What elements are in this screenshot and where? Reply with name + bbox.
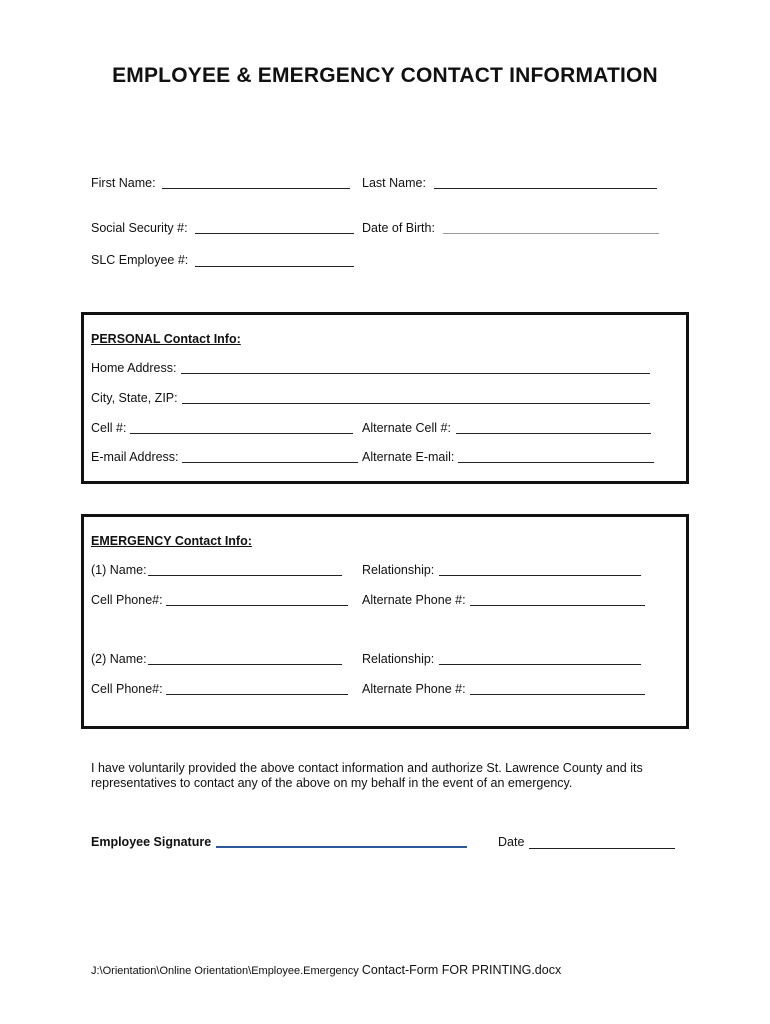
personal-heading: PERSONAL Contact Info: bbox=[91, 332, 241, 346]
contact1-name-label: (1) Name: bbox=[91, 563, 147, 577]
cell-label: Cell #: bbox=[91, 421, 127, 435]
first-name-label: First Name: bbox=[91, 176, 156, 190]
authorization-text: I have voluntarily provided the above contact information and authorize St. Lawrence County and its representatives to contact any of the above on my behalf in the event of an emergency. bbox=[91, 761, 643, 790]
contact1-relationship-label: Relationship: bbox=[362, 563, 435, 577]
date-label: Date bbox=[498, 835, 525, 849]
file-path-dir: J:\Orientation\Online Orientation\Employee.Emergency bbox=[91, 965, 359, 977]
alt-cell-label: Alternate Cell #: bbox=[362, 421, 451, 435]
signature-label: Employee Signature bbox=[91, 835, 212, 849]
home-address-label: Home Address: bbox=[91, 361, 177, 375]
last-name-label: Last Name: bbox=[362, 176, 426, 190]
employee-number-field[interactable] bbox=[195, 266, 354, 267]
contact1-alt-phone-label: Alternate Phone #: bbox=[362, 593, 466, 607]
contact2-name-label: (2) Name: bbox=[91, 652, 147, 666]
contact1-relationship-field[interactable] bbox=[439, 575, 641, 576]
dob-label: Date of Birth: bbox=[362, 221, 435, 235]
page-title: EMPLOYEE & EMERGENCY CONTACT INFORMATION bbox=[112, 64, 658, 87]
contact1-name-field[interactable] bbox=[148, 575, 342, 576]
contact2-alt-phone-field[interactable] bbox=[470, 694, 645, 695]
contact2-alt-phone-label: Alternate Phone #: bbox=[362, 682, 466, 696]
contact1-alt-phone-field[interactable] bbox=[470, 605, 645, 606]
ssn-field[interactable] bbox=[195, 233, 354, 234]
date-field[interactable] bbox=[529, 848, 675, 849]
signature-field[interactable] bbox=[216, 846, 467, 848]
contact2-name-field[interactable] bbox=[148, 664, 342, 665]
emergency-heading: EMERGENCY Contact Info: bbox=[91, 534, 252, 548]
employee-number-label: SLC Employee #: bbox=[91, 253, 189, 267]
alt-email-label: Alternate E-mail: bbox=[362, 450, 455, 464]
cell-field[interactable] bbox=[130, 433, 353, 434]
contact2-relationship-label: Relationship: bbox=[362, 652, 435, 666]
contact2-cell-label: Cell Phone#: bbox=[91, 682, 163, 696]
contact2-relationship-field[interactable] bbox=[439, 664, 641, 665]
contact2-cell-field[interactable] bbox=[166, 694, 348, 695]
file-path-name: Contact-Form FOR PRINTING.docx bbox=[361, 963, 562, 977]
ssn-label: Social Security #: bbox=[91, 221, 188, 235]
last-name-field[interactable] bbox=[434, 188, 657, 189]
email-field[interactable] bbox=[182, 462, 358, 463]
dob-field[interactable] bbox=[443, 233, 659, 234]
alt-cell-field[interactable] bbox=[456, 433, 651, 434]
contact1-cell-field[interactable] bbox=[166, 605, 348, 606]
first-name-field[interactable] bbox=[162, 188, 350, 189]
alt-email-field[interactable] bbox=[458, 462, 654, 463]
home-address-field[interactable] bbox=[181, 373, 650, 374]
file-path-footer bbox=[91, 963, 561, 977]
city-state-zip-field[interactable] bbox=[182, 403, 650, 404]
contact1-cell-label: Cell Phone#: bbox=[91, 593, 163, 607]
city-state-zip-label: City, State, ZIP: bbox=[91, 391, 178, 405]
email-label: E-mail Address: bbox=[91, 450, 179, 464]
